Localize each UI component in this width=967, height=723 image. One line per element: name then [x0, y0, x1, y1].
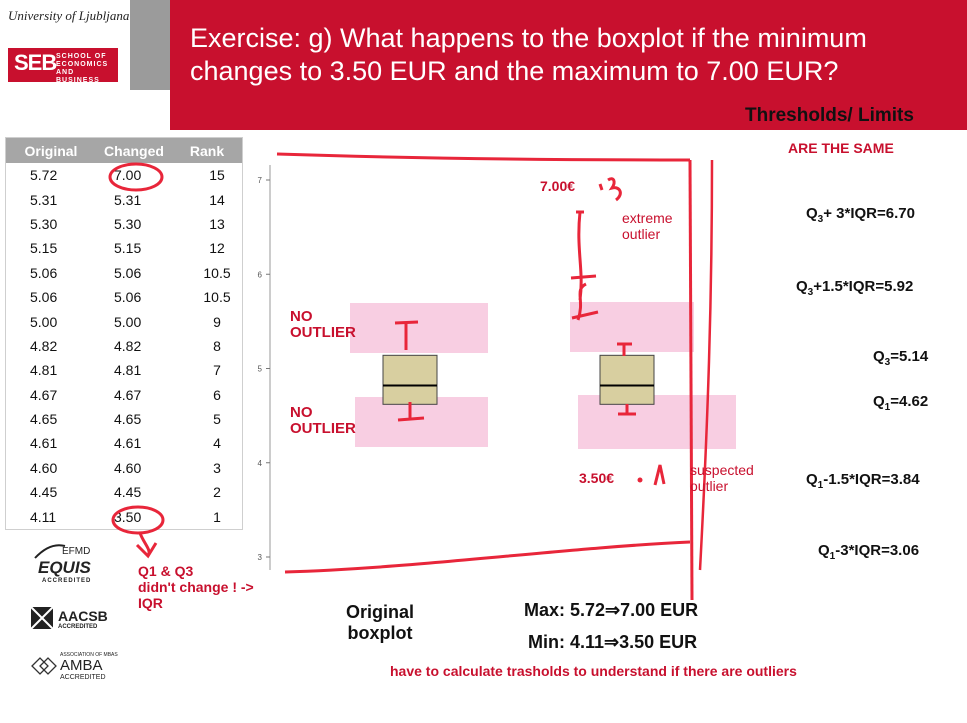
- no-outlier-top-line-2: OUTLIER: [290, 324, 356, 341]
- cell-original: 5.72: [30, 167, 58, 184]
- cell-original: 5.00: [30, 313, 58, 330]
- suspected-line-2: outlier: [690, 478, 729, 494]
- red-frame-outer-right: [700, 160, 712, 570]
- q1q3-note-line-2: didn't change ! ->: [138, 579, 254, 595]
- red-frame-top: [277, 154, 690, 160]
- amba-association: ASSOCIATION OF MBAS: [60, 652, 118, 658]
- cell-rank: 6: [213, 386, 221, 403]
- cell-rank: 3: [213, 459, 221, 476]
- no-outlier-top: [290, 309, 356, 341]
- cell-rank: 13: [209, 215, 225, 232]
- cell-original: 4.60: [30, 459, 58, 476]
- thr-q3-q: Q: [873, 348, 885, 365]
- cell-changed: 4.81: [114, 362, 142, 379]
- cell-rank: 14: [209, 191, 225, 208]
- arrow-down-icon: [137, 533, 156, 556]
- min-change-text: Min: 4.11⇒3.50 EUR: [528, 632, 698, 652]
- thr-um-sub: 3: [807, 287, 814, 298]
- cell-changed: 5.06: [114, 289, 142, 306]
- extreme-line-2: outlier: [622, 226, 661, 242]
- suspected-line-1: suspected: [690, 462, 754, 478]
- thr-lm-sub: 1: [817, 480, 824, 491]
- y-tick-label: 6: [257, 270, 262, 280]
- thr-ue-text: + 3*IQR=6.70: [823, 205, 915, 222]
- thr-q3-sub: 3: [884, 357, 891, 368]
- threshold-lower-mild: [806, 471, 920, 491]
- thr-um-text: +1.5*IQR=5.92: [813, 278, 914, 295]
- cell-original: 4.45: [30, 484, 58, 501]
- cell-original: 5.30: [30, 215, 58, 232]
- min-scribble: [655, 465, 664, 485]
- cell-changed: 5.31: [114, 191, 142, 208]
- threshold-upper-extreme: [806, 205, 915, 225]
- cell-changed: 4.61: [114, 435, 142, 452]
- cell-changed: 5.06: [114, 264, 142, 281]
- original-line-2: boxplot: [347, 623, 413, 643]
- cell-rank: 10.5: [203, 289, 231, 306]
- cell-changed: 4.82: [114, 337, 142, 354]
- cell-changed: 5.00: [114, 313, 142, 330]
- cell-original: 5.31: [30, 191, 58, 208]
- cell-rank: 9: [213, 313, 221, 330]
- suspected-outlier-label: [690, 462, 754, 494]
- cell-original: 5.15: [30, 240, 58, 257]
- aacsb-label: AACSB: [58, 608, 108, 624]
- aacsb-accredited: ACCREDITED: [58, 624, 98, 630]
- y-tick-label: 7: [257, 176, 262, 185]
- slide-subtitle: Thresholds/ Limits: [745, 105, 914, 126]
- threshold-q1: [873, 393, 928, 413]
- bottom-note: have to calculate trasholds to understand if there are outliers: [390, 663, 797, 679]
- no-outlier-bottom: [290, 405, 356, 437]
- cell-original: 5.06: [30, 289, 58, 306]
- thr-le-q: Q: [818, 542, 830, 559]
- thr-um-q: Q: [796, 278, 808, 295]
- min-dot: [638, 478, 643, 483]
- y-tick-label: 5: [257, 364, 262, 374]
- header-original: Original: [6, 138, 97, 164]
- header-rank: Rank: [172, 138, 243, 164]
- q1q3-note-line-1: Q1 & Q3: [138, 563, 194, 579]
- cell-rank: 2: [213, 484, 221, 501]
- cell-original: 4.65: [30, 411, 58, 428]
- cell-changed: 3.50: [114, 508, 142, 525]
- cell-changed: 5.15: [114, 240, 142, 257]
- box-1: [383, 355, 437, 404]
- university-logo-text: University of Ljubljana: [8, 8, 130, 23]
- cell-original: 4.82: [30, 337, 58, 354]
- min-value-label: 3.50€: [579, 470, 615, 486]
- cell-changed: 4.45: [114, 484, 142, 501]
- threshold-upper-mild: [796, 278, 913, 298]
- seb-logo-abbr: SEB: [14, 50, 57, 75]
- y-tick-label: 4: [257, 458, 262, 468]
- thr-q1-sub: 1: [884, 402, 891, 413]
- thr-lm-text: -1.5*IQR=3.84: [823, 471, 920, 488]
- cell-rank: 7: [213, 362, 221, 379]
- cell-changed: 7.00: [114, 167, 142, 184]
- circle-max-changed: [110, 164, 162, 190]
- cell-rank: 12: [209, 240, 225, 257]
- amba-accredited: ACCREDITED: [60, 674, 106, 681]
- thr-le-sub: 1: [829, 551, 836, 562]
- cell-changed: 4.60: [114, 459, 142, 476]
- original-boxplot-label: [340, 602, 420, 644]
- no-outlier-top-line-1: NO: [290, 308, 313, 325]
- q1q3-note-line-3: IQR: [138, 595, 163, 611]
- cell-original: 4.81: [30, 362, 58, 379]
- thr-ue-q: Q: [806, 205, 818, 222]
- threshold-q3: [873, 348, 928, 368]
- seb-line-3: AND BUSINESS: [56, 69, 100, 84]
- seb-line-2: ECONOMICS: [56, 61, 109, 68]
- no-outlier-bottom-line-2: OUTLIER: [290, 420, 356, 437]
- thresholds-same-note: ARE THE SAME: [788, 140, 894, 156]
- max-scribble: [600, 179, 620, 200]
- cell-original: 4.11: [30, 508, 57, 525]
- cell-rank: 5: [213, 411, 221, 428]
- cell-rank: 10.5: [203, 264, 231, 281]
- red-frame-inner-right: [690, 160, 692, 600]
- extreme-line-1: extreme: [622, 210, 673, 226]
- cell-original: 4.67: [30, 386, 58, 403]
- extreme-outlier-label: [622, 210, 673, 242]
- cell-rank: 1: [213, 508, 221, 525]
- amba-label: AMBA: [60, 657, 103, 674]
- title-line-2: changes to 3.50 EUR and the maximum to 7.00 EUR?: [190, 56, 839, 86]
- header-changed: Changed: [96, 138, 172, 164]
- original-line-1: Original: [345, 602, 414, 622]
- cell-rank: 8: [213, 337, 221, 354]
- efmd-label: EFMD: [62, 546, 91, 557]
- thr-q1-q: Q: [873, 393, 885, 410]
- y-tick-label: 3: [257, 553, 262, 562]
- cell-original: 5.06: [30, 264, 58, 281]
- circle-min-changed: [113, 507, 163, 533]
- thr-lm-q: Q: [806, 471, 818, 488]
- cell-rank: 4: [213, 435, 221, 452]
- title-line-1: Exercise: g) What happens to the boxplot if the minimum: [190, 23, 867, 53]
- thr-q3-text: =5.14: [890, 348, 929, 365]
- red-frame-bottom: [285, 542, 690, 572]
- max-value-label: 7.00€: [540, 178, 576, 194]
- boxes: [383, 355, 654, 404]
- cell-changed: 4.67: [114, 386, 142, 403]
- cell-original: 4.61: [30, 435, 58, 452]
- cell-rank: 15: [209, 167, 225, 184]
- no-outlier-bottom-line-1: NO: [290, 404, 313, 421]
- highlight-band-upper-left: [350, 303, 488, 353]
- max-change-text: Max: 5.72⇒7.00 EUR: [524, 600, 699, 620]
- thr-le-text: -3*IQR=3.06: [835, 542, 920, 559]
- threshold-lower-extreme: [818, 542, 919, 562]
- seb-line-1: SCHOOL OF: [56, 53, 107, 60]
- cell-changed: 4.65: [114, 411, 142, 428]
- box-2: [600, 355, 654, 404]
- q1q3-note: [138, 563, 254, 611]
- equis-accredited: ACCREDITED: [42, 578, 92, 584]
- cell-changed: 5.30: [114, 215, 142, 232]
- equis-label: EQUIS: [38, 558, 91, 577]
- y-axis-ticks: [258, 176, 270, 562]
- thr-ue-sub: 3: [817, 214, 824, 225]
- thr-q1-text: =4.62: [890, 393, 929, 410]
